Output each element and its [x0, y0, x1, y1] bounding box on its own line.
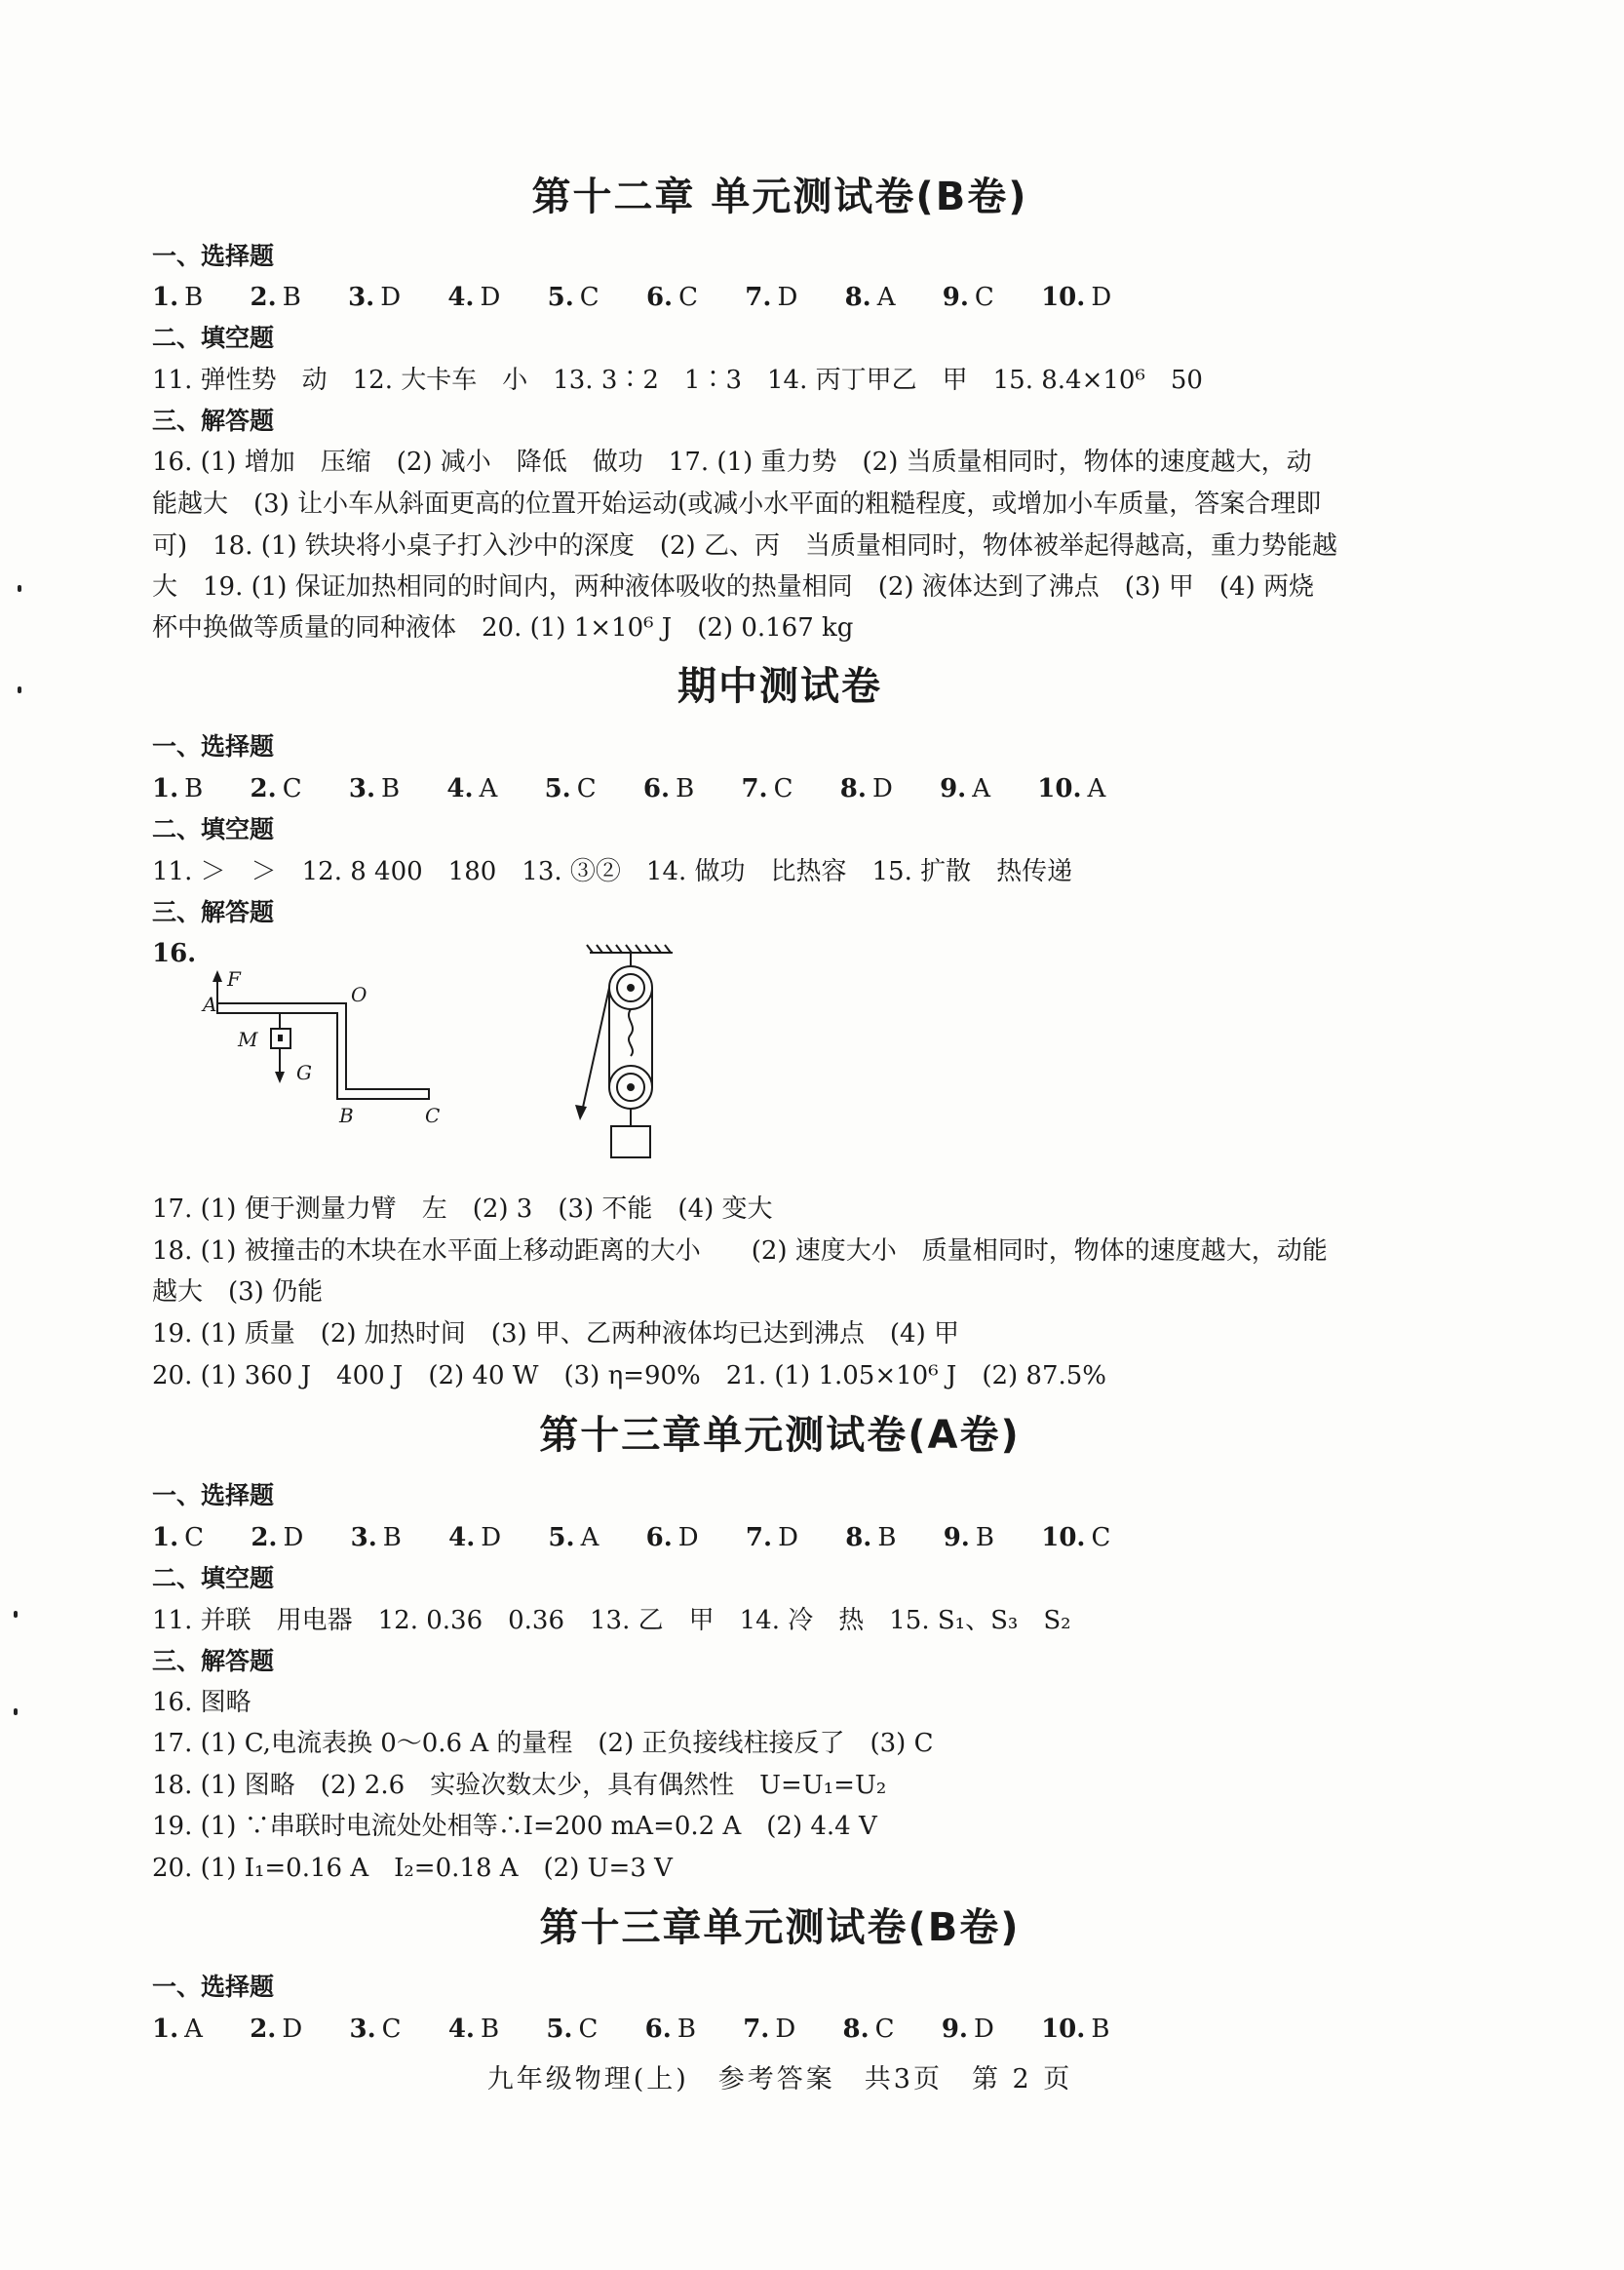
q-num: 5.	[544, 774, 571, 803]
fill-heading: 二、填空题	[152, 1564, 275, 1592]
q-num: 7.	[745, 283, 772, 312]
label-C: C	[425, 1104, 441, 1127]
q-answer: D	[380, 283, 402, 312]
q-answer: C	[678, 283, 699, 312]
q-answer: A	[184, 2015, 203, 2044]
q-answer: C	[578, 2015, 599, 2044]
q-answer: B	[480, 2015, 500, 2044]
choice-heading: 一、选择题	[152, 1481, 275, 1509]
q-answer: B	[381, 774, 401, 803]
q-num: 4.	[448, 1523, 476, 1552]
q-answer: D	[1091, 283, 1112, 312]
answer-line: 可) 18. (1) 铁块将小桌子打入沙中的深度 (2) 乙、丙 当质量相同时，物体被举起得越高，重力势能越	[152, 531, 1337, 561]
choice-answers	[152, 769, 1419, 808]
fill-answers: 11. 并联 用电器 12. 0.36 0.36 13. 乙 甲 14. 冷 热 15. S₁、S₃ S₂	[152, 1606, 1071, 1635]
answer-line: 20. (1) 360 J 400 J (2) 40 W (3) η=90% 21. (1) 1.05×10⁶ J (2) 87.5%	[152, 1361, 1107, 1390]
answer-line: 能越大 (3) 让小车从斜面更高的位置开始运动(或减小水平面的粗糙程度，或增加小车质量，答案合理即	[152, 489, 1322, 519]
q-answer: D	[677, 1523, 699, 1552]
q-num: 6.	[645, 283, 674, 312]
q-answer: C	[576, 774, 597, 803]
section-title: 期中测试卷	[677, 664, 882, 709]
label-O: O	[351, 983, 367, 1006]
q-answer: B	[184, 774, 204, 803]
q-answer: C	[874, 2015, 895, 2044]
q-answer: D	[973, 2015, 994, 2044]
gravity-arrowhead	[275, 1072, 285, 1083]
q-num: 2.	[250, 2015, 277, 2044]
q-num: 1.	[152, 1523, 179, 1552]
lever-diagram	[195, 960, 468, 1136]
q-answer: D	[481, 1523, 502, 1552]
load-block	[611, 1126, 650, 1157]
q-num: 3.	[349, 2015, 376, 2044]
q-answer: C	[381, 2015, 402, 2044]
label-A: A	[203, 993, 217, 1016]
q-num: 2.	[250, 774, 277, 803]
pulley-diagram	[565, 931, 702, 1190]
q-num: 10.	[1041, 1523, 1086, 1552]
q-answer: B	[677, 2015, 696, 2044]
q-num: 7.	[743, 2015, 770, 2044]
answer-line: 20. (1) I₁=0.16 A I₂=0.18 A (2) U=3 V	[152, 1854, 673, 1883]
q-num: 4.	[447, 283, 475, 312]
q-num: 3.	[350, 1523, 377, 1552]
answer-line: 16. (1) 增加 压缩 (2) 减小 降低 做功 17. (1) 重力势 (2) 当质量相同时，物体的速度越大，动	[152, 448, 1312, 477]
q-answer: A	[972, 774, 990, 803]
answer-line: 17. (1) 便于测量力臂 左 (2) 3 (3) 不能 (4) 变大	[152, 1194, 773, 1224]
q-num: 10.	[1041, 283, 1086, 312]
q-num: 5.	[547, 283, 574, 312]
q-answer: C	[184, 1523, 205, 1552]
page-footer: 九年级物理(上) 参考答案 共3页 第 2 页	[486, 2064, 1073, 2094]
rope-free	[582, 988, 609, 1112]
choice-answers	[152, 278, 1419, 317]
answer-line: 16. 图略	[152, 1688, 251, 1717]
force-arrowhead	[213, 970, 222, 982]
q-num: 2.	[250, 283, 277, 312]
scan-mark	[14, 1708, 18, 1715]
section-title: 第十三章单元测试卷(A卷)	[539, 1413, 1021, 1458]
q-answer: D	[480, 283, 501, 312]
q-num: 10.	[1041, 2015, 1086, 2044]
choice-heading: 一、选择题	[152, 242, 275, 270]
answer-heading: 三、解答题	[152, 898, 275, 926]
q-answer: C	[1091, 1523, 1111, 1552]
q-num: 1.	[152, 283, 179, 312]
q-num: 10.	[1037, 774, 1082, 803]
answer-line: 18. (1) 被撞击的木块在水平面上移动距离的大小 (2) 速度大小 质量相同时，物体的速度越大，动能	[152, 1236, 1328, 1266]
choice-heading: 一、选择题	[152, 732, 275, 761]
q-num: 9.	[942, 283, 969, 312]
fill-heading: 二、填空题	[152, 324, 275, 352]
q-answer: A	[1087, 774, 1106, 803]
answer-heading: 三、解答题	[152, 407, 275, 435]
q-answer: B	[877, 1523, 897, 1552]
fill-answers: 11. 弹性势 动 12. 大卡车 小 13. 3∶2 1∶3 14. 丙丁甲乙 甲 15. 8.4×10⁶ 50	[152, 366, 1203, 395]
q-num: 8.	[839, 774, 867, 803]
q-num: 1.	[152, 774, 179, 803]
label-M: M	[238, 1028, 258, 1051]
choice-answers	[152, 2010, 1419, 2049]
q-answer: C	[974, 283, 994, 312]
answer-line: 19. (1) ∵串联时电流处处相等∴I=200 mA=0.2 A (2) 4.4 V	[152, 1812, 877, 1841]
q-answer: B	[382, 1523, 402, 1552]
q-answer: D	[282, 2015, 303, 2044]
lever-arm	[217, 1003, 429, 1099]
q-num: 3.	[348, 283, 375, 312]
q-answer: D	[283, 1523, 304, 1552]
choice-answers	[152, 1518, 1419, 1557]
q-answer: A	[479, 774, 498, 803]
q-num: 8.	[845, 1523, 872, 1552]
answer-line: 越大 (3) 仍能	[152, 1277, 324, 1307]
q-answer: B	[676, 774, 695, 803]
q-num: 9.	[943, 1523, 970, 1552]
q-num: 2.	[251, 1523, 278, 1552]
label-B: B	[339, 1104, 354, 1127]
q-num: 6.	[645, 1523, 673, 1552]
scan-mark	[18, 585, 21, 592]
answer-line: 18. (1) 图略 (2) 2.6 实验次数太少，具有偶然性 U=U₁=U₂	[152, 1771, 887, 1800]
q-num: 9.	[940, 774, 967, 803]
q16-label: 16.	[152, 939, 197, 968]
q-num: 8.	[844, 283, 871, 312]
label-F: F	[227, 967, 241, 991]
q-num: 5.	[546, 2015, 573, 2044]
answer-line: 19. (1) 质量 (2) 加热时间 (3) 甲、乙两种液体均已达到沸点 (4) 甲	[152, 1319, 959, 1349]
label-G: G	[296, 1061, 312, 1084]
q-num: 5.	[548, 1523, 575, 1552]
answer-line: 17. (1) C,电流表换 0～0.6 A 的量程 (2) 正负接线柱接反了 (3) C	[152, 1729, 934, 1758]
q-answer: B	[975, 1523, 994, 1552]
q-answer: D	[777, 283, 798, 312]
q-answer: C	[579, 283, 599, 312]
q-num: 1.	[152, 2015, 179, 2044]
q-answer: D	[871, 774, 893, 803]
scan-mark	[14, 1611, 18, 1618]
q-answer: D	[775, 2015, 796, 2044]
q-num: 4.	[446, 774, 474, 803]
answer-heading: 三、解答题	[152, 1647, 275, 1675]
q-answer: C	[773, 774, 793, 803]
q-num: 7.	[745, 1523, 773, 1552]
answer-line: 大 19. (1) 保证加热相同的时间内，两种液体吸收的热量相同 (2) 液体达到了沸点 (3) 甲 (4) 两烧	[152, 572, 1314, 602]
q-num: 6.	[642, 774, 671, 803]
section-title: 第十三章单元测试卷(B卷)	[539, 1905, 1021, 1950]
q-answer: B	[1091, 2015, 1110, 2044]
q-num: 4.	[447, 2015, 475, 2044]
q-num: 8.	[842, 2015, 870, 2044]
answer-line: 杯中换做等质量的同种液体 20. (1) 1×10⁶ J (2) 0.167 kg	[152, 613, 854, 643]
q-answer: B	[184, 283, 204, 312]
rope-arrowhead	[575, 1105, 587, 1120]
q-num: 9.	[941, 2015, 968, 2044]
mass-hook	[278, 1035, 283, 1041]
q-answer: A	[876, 283, 896, 312]
q-answer: A	[580, 1523, 599, 1552]
section-title: 第十二章 单元测试卷(B卷)	[531, 175, 1028, 219]
q-answer: B	[282, 283, 301, 312]
fill-answers: 11. ＞ ＞ 12. 8 400 180 13. ③② 14. 做功 比热容 15. 扩散 热传递	[152, 857, 1073, 886]
q-num: 7.	[741, 774, 768, 803]
choice-heading: 一、选择题	[152, 1973, 275, 2001]
q-answer: C	[282, 774, 302, 803]
q-num: 3.	[348, 774, 376, 803]
q-answer: D	[778, 1523, 798, 1552]
q-num: 6.	[644, 2015, 672, 2044]
fill-heading: 二、填空题	[152, 815, 275, 843]
